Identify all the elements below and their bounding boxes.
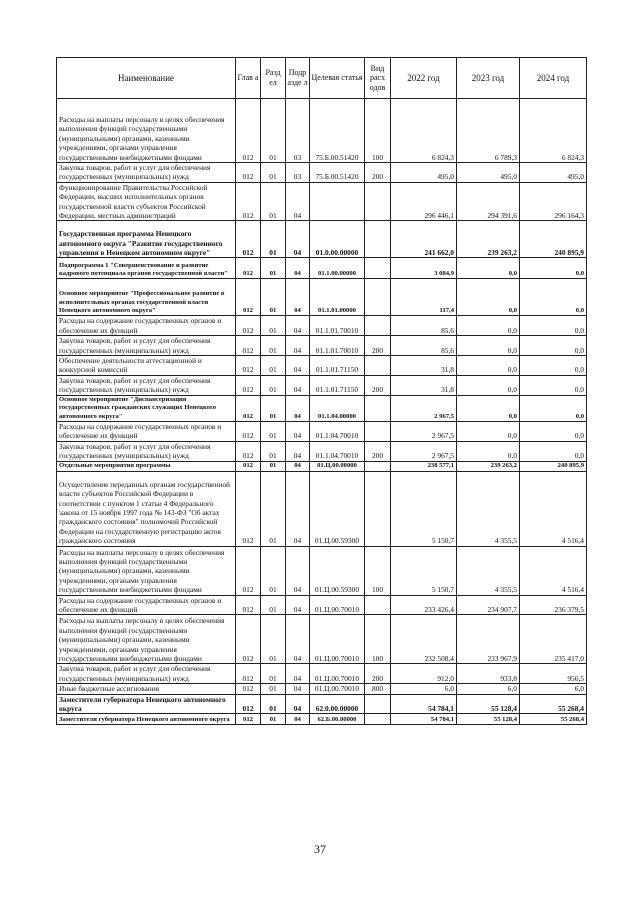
cell-podrazdel: 04 <box>286 714 310 725</box>
cell-name: Функционирование Правительства Российской Федерации, высших исполнительных органов государственной власти субъектов Российской Федерации, местных администраций <box>57 182 236 221</box>
cell-2023: 4 355,5 <box>457 546 520 595</box>
header-razdel: Разд ел <box>261 58 286 99</box>
cell-target-article: 01.1.01.00000 <box>310 279 365 316</box>
cell-razdel: 01 <box>261 595 286 615</box>
cell-expense-type <box>365 714 391 725</box>
cell-podrazdel: 04 <box>286 279 310 316</box>
cell-2023: 933,8 <box>457 664 520 684</box>
cell-target-article: 01.Ц.00.59300 <box>310 546 365 595</box>
cell-expense-type: 200 <box>365 441 391 461</box>
cell-2024: 0,0 <box>520 421 587 441</box>
cell-2023: 0,0 <box>457 395 520 421</box>
cell-razdel: 01 <box>261 714 286 725</box>
cell-glava: 012 <box>236 421 261 441</box>
table-row <box>57 471 587 546</box>
cell-target-article: 01.Ц.00.00000 <box>310 461 365 471</box>
cell-name: Расходы на выплаты персоналу в целях обеспечения выполнения функций государственными (муниципальными) органами, казенными учреждениями, органами управления государственными внебюджетными фондами <box>57 546 236 595</box>
cell-glava: 012 <box>236 356 261 376</box>
cell-2022: 3 084,9 <box>391 258 457 279</box>
cell-podrazdel: 04 <box>286 615 310 664</box>
cell-target-article: 75.Б.00.51420 <box>310 99 365 163</box>
cell-2022: 2 967,5 <box>391 441 457 461</box>
cell-expense-type <box>365 221 391 258</box>
cell-2024: 495,0 <box>520 163 587 183</box>
cell-glava: 012 <box>236 664 261 684</box>
cell-glava: 012 <box>236 546 261 595</box>
cell-target-article: 01.Ц.00.70010 <box>310 615 365 664</box>
cell-name: Закупка товаров, работ и услуг для обеспечения государственных (муниципальных) нужд <box>57 664 236 684</box>
cell-target-article: 01.1.01.70010 <box>310 336 365 356</box>
table-row <box>57 441 587 461</box>
cell-2022: 296 446,1 <box>391 182 457 221</box>
cell-2024: 55 268,4 <box>520 694 587 714</box>
cell-razdel: 01 <box>261 664 286 684</box>
cell-name: Заместители губернатора Ненецкого автономного округа <box>57 694 236 714</box>
header-glava: Глав а <box>236 58 261 99</box>
table-row <box>57 258 587 279</box>
cell-razdel: 01 <box>261 258 286 279</box>
cell-expense-type <box>365 694 391 714</box>
header-target-article: Целевая статья <box>310 58 365 99</box>
cell-glava: 012 <box>236 279 261 316</box>
cell-2022: 912,0 <box>391 664 457 684</box>
cell-podrazdel: 03 <box>286 163 310 183</box>
cell-2023: 55 128,4 <box>457 714 520 725</box>
cell-podrazdel: 04 <box>286 595 310 615</box>
cell-glava: 012 <box>236 694 261 714</box>
cell-glava: 012 <box>236 221 261 258</box>
cell-2022: 54 784,1 <box>391 714 457 725</box>
cell-razdel: 01 <box>261 279 286 316</box>
cell-podrazdel: 04 <box>286 461 310 471</box>
cell-2023: 0,0 <box>457 441 520 461</box>
cell-2024: 0,0 <box>520 336 587 356</box>
cell-glava: 012 <box>236 461 261 471</box>
cell-2022: 85,6 <box>391 316 457 336</box>
cell-name: Расходы на содержание государственных органов и обеспечение их функций <box>57 421 236 441</box>
cell-glava: 012 <box>236 375 261 395</box>
cell-razdel: 01 <box>261 461 286 471</box>
cell-glava: 012 <box>236 258 261 279</box>
cell-podrazdel: 03 <box>286 99 310 163</box>
cell-target-article: 01.Ц.00.70010 <box>310 664 365 684</box>
cell-target-article: 01.1.04.70010 <box>310 441 365 461</box>
header-podrazdel: Подр азде л <box>286 58 310 99</box>
cell-expense-type: 200 <box>365 375 391 395</box>
cell-razdel: 01 <box>261 182 286 221</box>
cell-2024: 0,0 <box>520 441 587 461</box>
cell-razdel: 01 <box>261 421 286 441</box>
table-row <box>57 221 587 258</box>
cell-2022: 5 150,7 <box>391 546 457 595</box>
cell-target-article: 01.1.04.70010 <box>310 421 365 441</box>
cell-target-article <box>310 182 365 221</box>
cell-2024: 0,0 <box>520 395 587 421</box>
table-header-row <box>57 58 587 99</box>
cell-expense-type <box>365 461 391 471</box>
cell-2022: 238 577,1 <box>391 461 457 471</box>
cell-name: Заместители губернатора Ненецкого автономного округа <box>57 714 236 725</box>
cell-name: Основное мероприятие "Профессиональное развитие в исполнительных органах государственной власти Ненецкого автономного округа" <box>57 279 236 316</box>
cell-2024: 6,0 <box>520 684 587 694</box>
cell-target-article: 01.Ц.00.70010 <box>310 595 365 615</box>
cell-expense-type <box>365 279 391 316</box>
cell-2023: 294 391,6 <box>457 182 520 221</box>
cell-2023: 495,0 <box>457 163 520 183</box>
cell-name: Иные бюджетные ассигнования <box>57 684 236 694</box>
cell-expense-type: 200 <box>365 664 391 684</box>
cell-2024: 235 417,0 <box>520 615 587 664</box>
table-body <box>57 99 587 725</box>
cell-razdel: 01 <box>261 221 286 258</box>
table-row <box>57 461 587 471</box>
cell-razdel: 01 <box>261 336 286 356</box>
table-row <box>57 316 587 336</box>
cell-podrazdel: 04 <box>286 441 310 461</box>
cell-2022: 85,6 <box>391 336 457 356</box>
cell-podrazdel: 04 <box>286 694 310 714</box>
cell-target-article: 01.Ц.00.59300 <box>310 471 365 546</box>
cell-glava: 012 <box>236 395 261 421</box>
cell-name: Расходы на выплаты персоналу в целях обеспечения выполнения функций государственными (муниципальными) органами, казенными учреждениями, органами управления государственными внебюджетными фондами <box>57 615 236 664</box>
cell-expense-type <box>365 258 391 279</box>
cell-2023: 0,0 <box>457 421 520 441</box>
cell-podrazdel: 04 <box>286 258 310 279</box>
budget-table <box>56 57 587 725</box>
cell-2022: 232 508,4 <box>391 615 457 664</box>
cell-2023: 55 128,4 <box>457 694 520 714</box>
cell-2024: 0,0 <box>520 258 587 279</box>
cell-2023: 239 263,2 <box>457 221 520 258</box>
header-expense-type: Вид расх одов <box>365 58 391 99</box>
cell-2023: 239 263,2 <box>457 461 520 471</box>
cell-razdel: 01 <box>261 615 286 664</box>
cell-glava: 012 <box>236 471 261 546</box>
header-2024: 2024 год <box>520 58 587 99</box>
cell-2023: 0,0 <box>457 356 520 376</box>
cell-podrazdel: 04 <box>286 316 310 336</box>
cell-2024: 0,0 <box>520 279 587 316</box>
cell-glava: 012 <box>236 684 261 694</box>
cell-expense-type: 800 <box>365 684 391 694</box>
cell-2022: 6 824,3 <box>391 99 457 163</box>
cell-razdel: 01 <box>261 441 286 461</box>
cell-podrazdel: 04 <box>286 336 310 356</box>
cell-glava: 012 <box>236 316 261 336</box>
cell-glava: 012 <box>236 714 261 725</box>
cell-podrazdel: 04 <box>286 664 310 684</box>
table-row <box>57 279 587 316</box>
cell-2022: 241 662,0 <box>391 221 457 258</box>
cell-expense-type: 200 <box>365 163 391 183</box>
cell-2024: 4 516,4 <box>520 471 587 546</box>
header-name: Наименование <box>57 58 236 99</box>
cell-2024: 0,0 <box>520 356 587 376</box>
cell-expense-type: 200 <box>365 336 391 356</box>
cell-expense-type <box>365 421 391 441</box>
cell-razdel: 01 <box>261 316 286 336</box>
cell-podrazdel: 04 <box>286 182 310 221</box>
cell-expense-type: 100 <box>365 615 391 664</box>
cell-2023: 0,0 <box>457 336 520 356</box>
table-row <box>57 546 587 595</box>
cell-name: Государственная программа Ненецкого автономного округа "Развитие государственного управления в Ненецком автономном округе" <box>57 221 236 258</box>
cell-expense-type <box>365 356 391 376</box>
cell-2023: 6,0 <box>457 684 520 694</box>
cell-name: Закупка товаров, работ и услуг для обеспечения государственных (муниципальных) нужд <box>57 375 236 395</box>
cell-2024: 240 895,9 <box>520 461 587 471</box>
cell-podrazdel: 04 <box>286 356 310 376</box>
cell-podrazdel: 04 <box>286 395 310 421</box>
cell-glava: 012 <box>236 182 261 221</box>
cell-name: Отдельные мероприятия программы <box>57 461 236 471</box>
cell-target-article: 62.Б.00.00000 <box>310 714 365 725</box>
table-row <box>57 163 587 183</box>
cell-2023: 0,0 <box>457 258 520 279</box>
cell-glava: 012 <box>236 615 261 664</box>
cell-expense-type <box>365 182 391 221</box>
cell-razdel: 01 <box>261 356 286 376</box>
cell-2022: 495,0 <box>391 163 457 183</box>
cell-target-article: 01.1.01.70010 <box>310 316 365 336</box>
cell-razdel: 01 <box>261 471 286 546</box>
cell-razdel: 01 <box>261 546 286 595</box>
cell-2023: 0,0 <box>457 279 520 316</box>
cell-razdel: 01 <box>261 684 286 694</box>
cell-2024: 55 268,4 <box>520 714 587 725</box>
cell-target-article: 01.1.00.00000 <box>310 258 365 279</box>
cell-2022: 2 967,5 <box>391 421 457 441</box>
cell-name: Закупка товаров, работ и услуг для обеспечения государственных (муниципальных) нужд <box>57 441 236 461</box>
table-row <box>57 615 587 664</box>
cell-target-article: 01.1.01.71150 <box>310 375 365 395</box>
cell-expense-type <box>365 316 391 336</box>
cell-2024: 296 164,3 <box>520 182 587 221</box>
cell-podrazdel: 04 <box>286 421 310 441</box>
cell-glava: 012 <box>236 99 261 163</box>
cell-name: Основное мероприятие "Диспансеризация государственных гражданских служащих Ненецкого автономного округа" <box>57 395 236 421</box>
cell-glava: 012 <box>236 336 261 356</box>
cell-2024: 0,0 <box>520 316 587 336</box>
cell-expense-type <box>365 471 391 546</box>
cell-target-article: 01.1.04.00000 <box>310 395 365 421</box>
cell-glava: 012 <box>236 163 261 183</box>
table-row <box>57 395 587 421</box>
cell-razdel: 01 <box>261 694 286 714</box>
cell-name: Расходы на содержание государственных органов и обеспечение их функций <box>57 595 236 615</box>
cell-2024: 240 895,9 <box>520 221 587 258</box>
cell-target-article: 75.Б.00.51420 <box>310 163 365 183</box>
cell-name: Подпрограмма 1 "Совершенствование и развитие кадрового потенциала органов государственной власти" <box>57 258 236 279</box>
cell-2024: 6 824,3 <box>520 99 587 163</box>
cell-podrazdel: 04 <box>286 221 310 258</box>
cell-target-article: 62.0.00.00000 <box>310 694 365 714</box>
page-number: 37 <box>314 842 326 856</box>
table-row <box>57 375 587 395</box>
cell-2022: 31,8 <box>391 375 457 395</box>
header-2022: 2022 год <box>391 58 457 99</box>
table-row <box>57 694 587 714</box>
cell-2023: 4 355,5 <box>457 471 520 546</box>
cell-2022: 54 784,1 <box>391 694 457 714</box>
budget-table-sheet <box>56 57 586 725</box>
cell-razdel: 01 <box>261 395 286 421</box>
cell-2022: 117,4 <box>391 279 457 316</box>
cell-podrazdel: 04 <box>286 375 310 395</box>
cell-name: Расходы на содержание государственных органов и обеспечение их функций <box>57 316 236 336</box>
cell-2023: 234 907,7 <box>457 595 520 615</box>
cell-2024: 0,0 <box>520 375 587 395</box>
cell-expense-type <box>365 395 391 421</box>
cell-2023: 0,0 <box>457 316 520 336</box>
cell-glava: 012 <box>236 595 261 615</box>
table-row <box>57 684 587 694</box>
table-row <box>57 421 587 441</box>
cell-glava: 012 <box>236 441 261 461</box>
cell-expense-type: 100 <box>365 99 391 163</box>
cell-2023: 0,0 <box>457 375 520 395</box>
cell-razdel: 01 <box>261 99 286 163</box>
cell-2024: 956,5 <box>520 664 587 684</box>
cell-podrazdel: 04 <box>286 546 310 595</box>
table-row <box>57 336 587 356</box>
cell-expense-type <box>365 595 391 615</box>
cell-name: Обеспечение деятельности аттестационной и конкурсной комиссий <box>57 356 236 376</box>
cell-podrazdel: 04 <box>286 684 310 694</box>
cell-2022: 233 426,4 <box>391 595 457 615</box>
cell-2022: 6,0 <box>391 684 457 694</box>
cell-name: Расходы на выплаты персоналу в целях обеспечения выполнения функций государственными (муниципальными) органами, казенными учреждениями, органами управления государственными внебюджетными фондами <box>57 99 236 163</box>
cell-expense-type: 100 <box>365 546 391 595</box>
cell-2023: 6 789,3 <box>457 99 520 163</box>
table-row <box>57 182 587 221</box>
table-row <box>57 356 587 376</box>
cell-2023: 233 967,9 <box>457 615 520 664</box>
table-row <box>57 664 587 684</box>
cell-razdel: 01 <box>261 375 286 395</box>
cell-name: Закупка товаров, работ и услуг для обеспечения государственных (муниципальных) нужд <box>57 336 236 356</box>
cell-razdel: 01 <box>261 163 286 183</box>
cell-podrazdel: 04 <box>286 471 310 546</box>
cell-name: Осуществление переданных органам государственной власти субъектов Российской Федерации в соответствии с пунктом 1 статьи 4 Федерального закона от 15 ноября 1997 года № 143-ФЗ "Об актах гражданского состояния" полномочий Российской Федерации на государственную регистрацию актов гражданского состояния <box>57 471 236 546</box>
table-row <box>57 595 587 615</box>
cell-2022: 5 150,7 <box>391 471 457 546</box>
table-row <box>57 714 587 725</box>
cell-2022: 31,8 <box>391 356 457 376</box>
cell-2024: 236 379,5 <box>520 595 587 615</box>
cell-name: Закупка товаров, работ и услуг для обеспечения государственных (муниципальных) нужд <box>57 163 236 183</box>
cell-target-article: 01.Ц.00.70010 <box>310 684 365 694</box>
table-row <box>57 99 587 163</box>
cell-2024: 4 516,4 <box>520 546 587 595</box>
cell-target-article: 01.0.00.00000 <box>310 221 365 258</box>
header-2023: 2023 год <box>457 58 520 99</box>
cell-target-article: 01.1.01.71150 <box>310 356 365 376</box>
cell-2022: 2 967,5 <box>391 395 457 421</box>
